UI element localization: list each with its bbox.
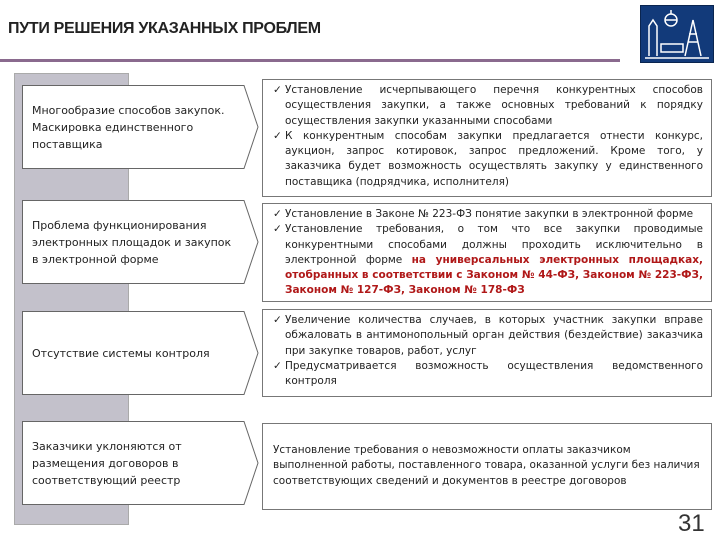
problem-text: Отсутствие системы контроля	[32, 346, 210, 360]
page-title: ПУТИ РЕШЕНИЯ УКАЗАННЫХ ПРОБЛЕМ	[8, 20, 321, 37]
solution-box-1	[262, 79, 712, 197]
page-number: 31	[678, 510, 705, 537]
title-divider	[0, 59, 620, 62]
highlighted-text: на универсальных электронных площадках, отобранных в соответствии с Законом № 44-ФЗ, Законом № 223-ФЗ, Законом № 127-ФЗ, Законом № 178-ФЗ	[285, 253, 703, 297]
problem-text: Заказчики уклоняются от размещения договоров в соответствующий реестр	[32, 439, 182, 487]
logo-icon	[640, 5, 714, 63]
solution-box-3	[262, 309, 712, 397]
solution-text: Установление требования о невозможности оплаты заказчиком выполненной работы, поставленного товара, оказанной услуги без наличия соответствующих сведений и документов в реестре договоров	[273, 444, 700, 487]
problem-box-1	[22, 85, 242, 169]
problem-text: Проблема функционирования электронных площадок и закупок в электронной форме	[32, 218, 232, 266]
solution-item: ✓ К конкурентным способам закупки предлагается отнести конкурс, аукцион, запрос котировок, запрос предложений. Кроме того, у заказчика будет возможность осуществлять закупку у единственного поставщика (подрядчика, исполнителя)	[273, 129, 703, 190]
solution-item: ✓ Установление в Законе № 223-ФЗ понятие закупки в электронной форме	[273, 207, 703, 222]
problem-box-3	[22, 311, 242, 395]
solution-item: ✓ Увеличение количества случаев, в которых участник закупки вправе обжаловать в антимонопольный орган действия (бездействие) заказчика при закупке товаров, работ, услуг	[273, 313, 703, 359]
problem-text: Многообразие способов закупок. Маскировка единственного поставщика	[32, 103, 225, 151]
problem-box-2	[22, 200, 242, 284]
solution-box-2	[262, 203, 712, 302]
problem-box-4	[22, 421, 242, 505]
solution-box-4	[262, 423, 712, 510]
solution-item: ✓ Установление исчерпывающего перечня конкурентных способов осуществления закупки, а также основных требований к порядку осуществления закупки указанными способами	[273, 83, 703, 129]
solution-item: ✓ Предусматривается возможность осуществления ведомственного контроля	[273, 359, 703, 390]
solution-item	[273, 222, 703, 298]
solution-text: Установление требования, о том что все закупки проводимые конкурентными способами должны проходить исключительно в электронной форме	[285, 223, 703, 266]
